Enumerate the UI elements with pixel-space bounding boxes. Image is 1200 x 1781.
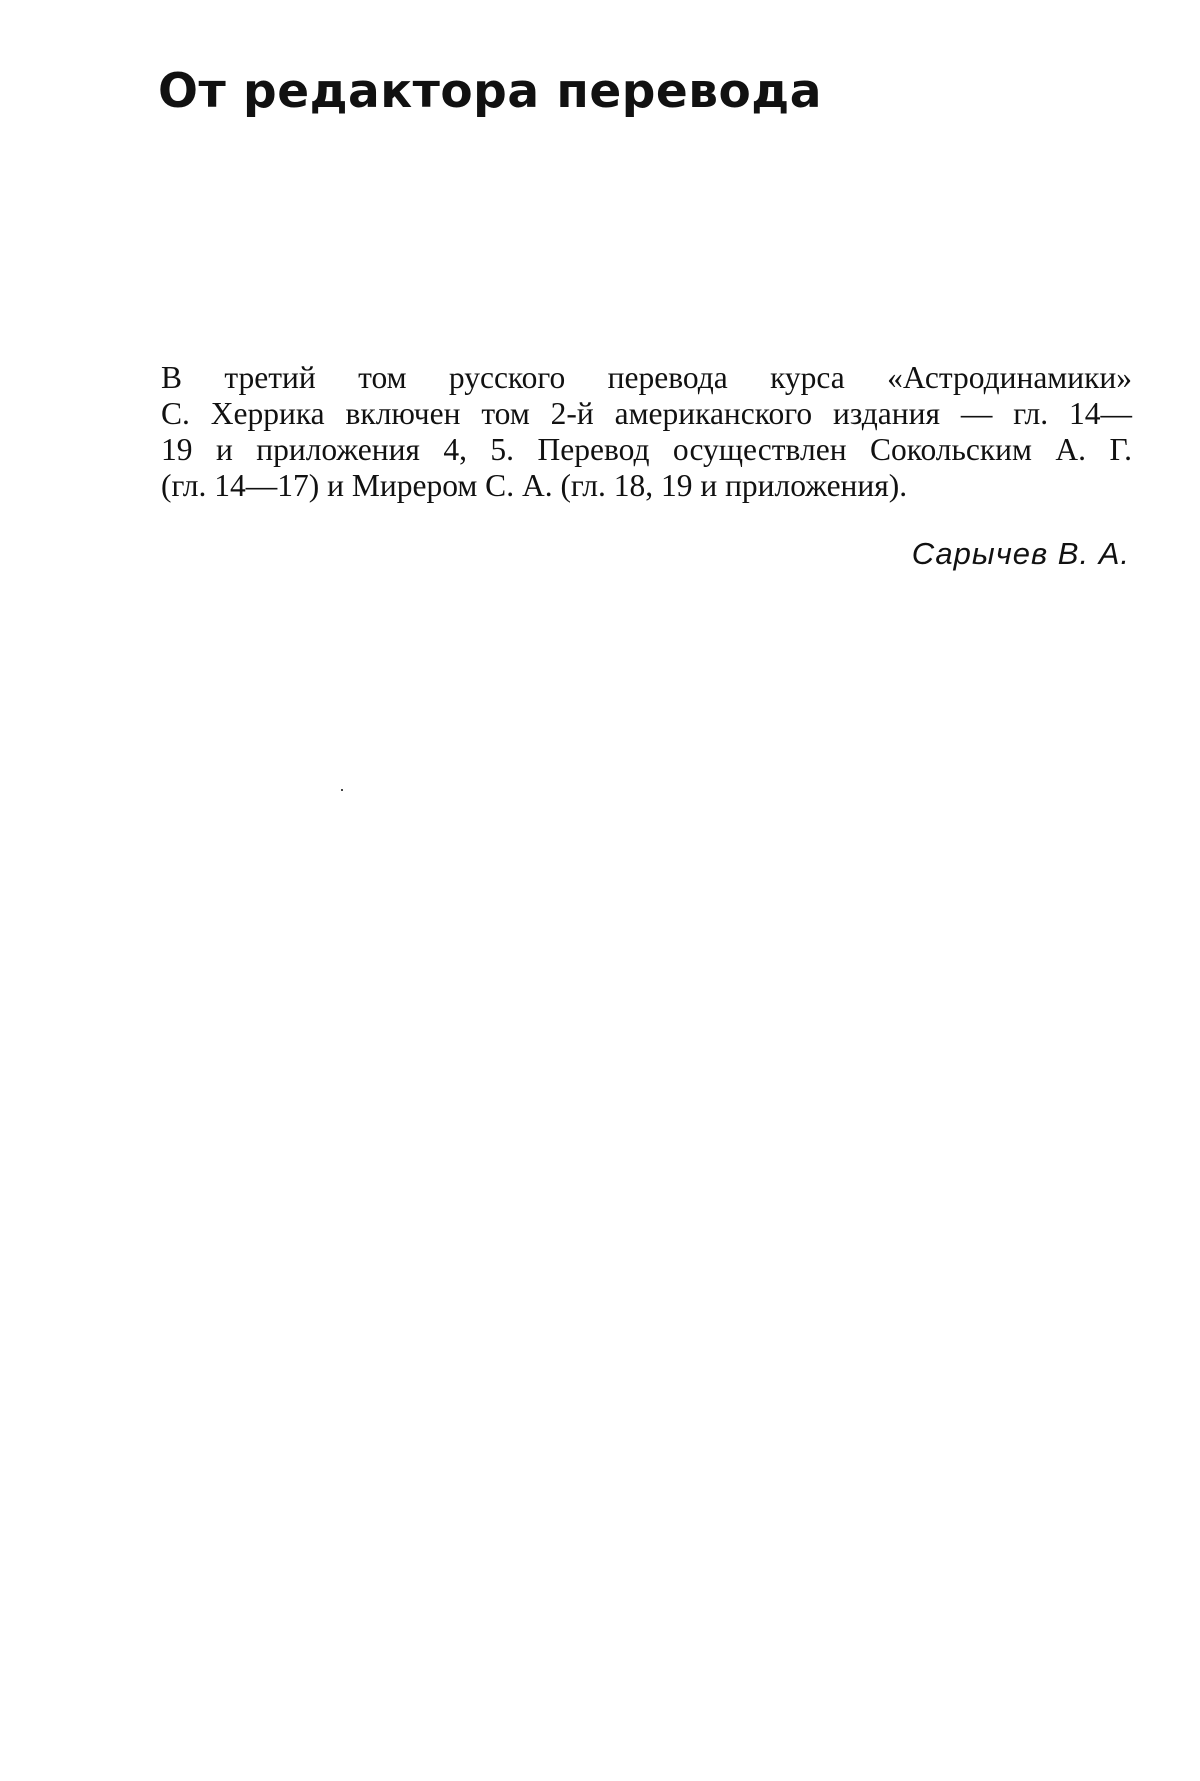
editor-signature: Сарычев В. А. xyxy=(911,536,1130,571)
paragraph-line: В третий том русского перевода курса «Астродинамики» xyxy=(161,360,1132,395)
print-speck xyxy=(341,789,343,791)
preface-paragraph xyxy=(161,360,1132,504)
page-title: От редактора перевода xyxy=(158,64,822,119)
paragraph-line: 19 и приложения 4, 5. Перевод осуществлен Сокольским А. Г. xyxy=(161,432,1132,467)
paragraph-line: (гл. 14—17) и Мирером С. А. (гл. 18, 19 и приложения). xyxy=(161,468,908,503)
paragraph-line: С. Херрика включен том 2-й американского издания — гл. 14— xyxy=(161,396,1132,431)
